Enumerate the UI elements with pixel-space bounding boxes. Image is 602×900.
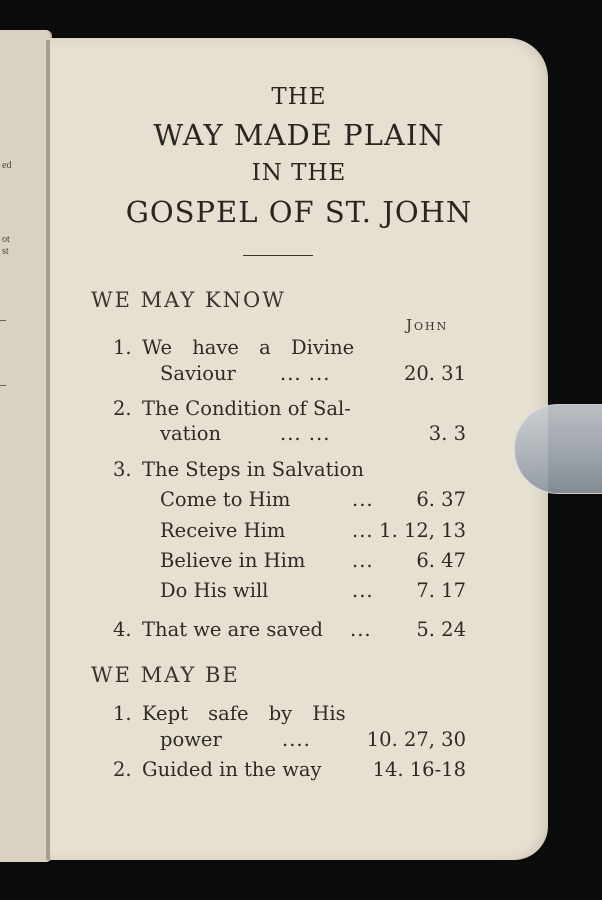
title-divider bbox=[243, 255, 313, 256]
list-item bbox=[50, 758, 470, 784]
section-heading-we-may-be: WE MAY BE bbox=[91, 663, 240, 687]
item-number: 1. bbox=[113, 336, 132, 359]
verse-reference: 1. 12, 13 bbox=[379, 519, 466, 542]
booklet-page bbox=[50, 38, 548, 860]
leader-dots: ... ... bbox=[280, 362, 331, 385]
leader-dots: ... bbox=[352, 488, 374, 511]
item-text: The Steps in Salvation bbox=[142, 458, 364, 481]
item-number: 3. bbox=[113, 458, 132, 481]
list-item bbox=[50, 702, 470, 728]
item-text: The Condition of Sal- bbox=[142, 397, 351, 420]
verse-reference: 3. 3 bbox=[428, 422, 466, 445]
sub-item-text: Believe in Him bbox=[160, 549, 306, 572]
list-item bbox=[50, 728, 470, 754]
section-heading-we-may-know: WE MAY KNOW bbox=[91, 288, 286, 312]
facing-page-mark bbox=[0, 385, 6, 386]
leader-dots: ... bbox=[352, 549, 374, 572]
verse-reference: 10. 27, 30 bbox=[366, 728, 466, 751]
title-line-2: WAY MADE PLAIN bbox=[153, 118, 445, 152]
verse-reference: 6. 37 bbox=[416, 488, 466, 511]
item-text: Kept safe by His bbox=[142, 702, 346, 725]
item-number: 1. bbox=[113, 702, 132, 725]
leader-dots: ... bbox=[352, 519, 374, 542]
item-number: 4. bbox=[113, 618, 132, 641]
facing-page-edge bbox=[0, 30, 52, 862]
item-text: Guided in the way bbox=[142, 758, 322, 781]
verse-reference: 5. 24 bbox=[416, 618, 466, 641]
column-header-john: John bbox=[406, 316, 449, 334]
list-item bbox=[50, 422, 470, 448]
list-item bbox=[50, 579, 470, 605]
list-item bbox=[50, 488, 470, 514]
verse-reference: 20. 31 bbox=[403, 362, 466, 385]
leader-dots: ... bbox=[352, 579, 374, 602]
item-text: That we are saved bbox=[142, 618, 324, 641]
facing-page-text-fragment: ot bbox=[2, 234, 10, 245]
list-item bbox=[50, 618, 470, 644]
leader-dots: .... bbox=[282, 728, 311, 751]
facing-page-text-fragment: ed bbox=[2, 160, 12, 171]
list-item bbox=[50, 362, 470, 388]
plastic-page-tab bbox=[514, 404, 602, 494]
verse-reference: 6. 47 bbox=[416, 549, 466, 572]
facing-page-text-fragment: st bbox=[2, 246, 9, 257]
facing-page-mark bbox=[0, 320, 6, 321]
item-number: 2. bbox=[113, 397, 132, 420]
verse-reference: 7. 17 bbox=[416, 579, 466, 602]
list-item bbox=[50, 458, 470, 484]
title-line-4: GOSPEL OF ST. JOHN bbox=[125, 195, 473, 229]
title-line-3: IN THE bbox=[251, 160, 347, 186]
leader-dots: ... ... bbox=[280, 422, 331, 445]
title-line-1: THE bbox=[271, 84, 327, 110]
list-item bbox=[50, 336, 470, 362]
list-item bbox=[50, 549, 470, 575]
item-text-continued: Saviour bbox=[160, 362, 236, 385]
verse-reference: 14. 16-18 bbox=[372, 758, 466, 781]
item-text-continued: power bbox=[160, 728, 222, 751]
item-number: 2. bbox=[113, 758, 132, 781]
list-item bbox=[50, 519, 470, 545]
sub-item-text: Receive Him bbox=[160, 519, 286, 542]
sub-item-text: Do His will bbox=[160, 579, 269, 602]
leader-dots: ... bbox=[350, 618, 372, 641]
item-text-continued: vation bbox=[160, 422, 222, 445]
item-text: We have a Divine bbox=[142, 336, 355, 359]
sub-item-text: Come to Him bbox=[160, 488, 291, 511]
list-item bbox=[50, 397, 470, 423]
